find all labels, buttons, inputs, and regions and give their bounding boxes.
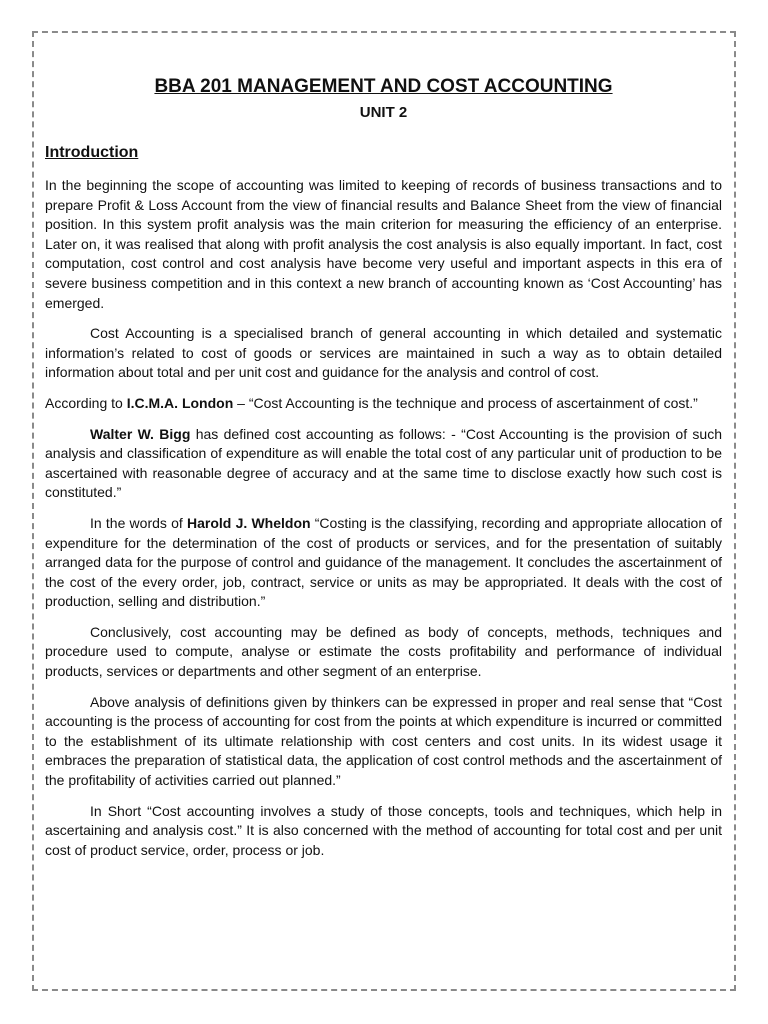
paragraph-icma-definition xyxy=(45,394,722,414)
icma-name: I.C.M.A. London xyxy=(126,394,234,411)
section-heading-introduction: Introduction xyxy=(45,144,139,161)
unit-label: UNIT 2 xyxy=(359,104,408,121)
icma-prefix: According to xyxy=(45,394,127,411)
document-body xyxy=(45,74,722,860)
wheldon-prefix: In the words of xyxy=(90,514,188,531)
document-title: BBA 201 MANAGEMENT AND COST ACCOUNTING xyxy=(154,76,613,97)
paragraph-walter-bigg-definition xyxy=(45,425,722,503)
walter-bigg-quote: has defined cost accounting as follows: - “Cost Accounting is the provision of such analysis and classification of expenditure as will enable the total cost of any particular unit of production to be ascertained with reasonable degree of accuracy and at the same time to disclose exactly how such cost is constituted.” xyxy=(45,425,722,501)
paragraph-harold-wheldon-definition xyxy=(45,514,722,612)
paragraph-in-short: In Short “Cost accounting involves a study of those concepts, tools and techniques, which help in ascertaining and analysis cost.” It is also concerned with the method of accounting for total cost and per unit cost of product service, order, process or job. xyxy=(45,802,722,858)
paragraph-analysis-of-definitions: Above analysis of definitions given by thinkers can be expressed in proper and real sense that “Cost accounting is the process of accounting for cost from the points at which expenditure is incurred or committed to the establishment of its ultimate relationship with cost centers and cost units. In its widest usage it embraces the preparation of statistical data, the application of cost control methods and the ascertainment of the profitability of activities carried out planned.” xyxy=(45,693,723,789)
paragraph-cost-accounting-definition: Cost Accounting is a specialised branch of general accounting in which detailed and systematic information’s related to cost of goods or services are maintained in such a way as to obtain detailed information about total and per unit cost and guidance for the analysis and control of cost. xyxy=(45,325,722,381)
harold-wheldon-name: Harold J. Wheldon xyxy=(187,514,311,531)
walter-bigg-name: Walter W. Bigg xyxy=(90,425,191,442)
wheldon-quote: “Costing is the classifying, recording and appropriate allocation of expenditure for the determination of the cost of products or services, and for the presentation of suitably arranged data for the purpose of control and guidance of the management. It concludes the ascertainment of the cost of the every order, job, contract, service or units as may be appropriated. It deals with the cost of production, selling and distribution.” xyxy=(45,514,723,610)
paragraph-scope-of-accounting: In the beginning the scope of accounting was limited to keeping of records of business transactions and to prepare Profit & Loss Account from the view of financial results and Balance Sheet from the view of financial position. In this system profit analysis was the main criterion for measuring the efficiency of an enterprise. Later on, it was realised that along with profit analysis the cost analysis is also equally important. In fact, cost computation, cost control and cost analysis have become very useful and important aspects in this era of severe business competition and in this context a new branch of accounting known as ‘Cost Accounting’ has emerged. xyxy=(45,177,722,311)
paragraph-conclusion: Conclusively, cost accounting may be defined as body of concepts, methods, techniques and procedure used to compute, analyse or estimate the costs profitability and performance of individual products, services or departments and other segment of an enterprise. xyxy=(45,623,722,680)
icma-quote: – “Cost Accounting is the technique and process of ascertainment of cost.” xyxy=(233,394,698,411)
